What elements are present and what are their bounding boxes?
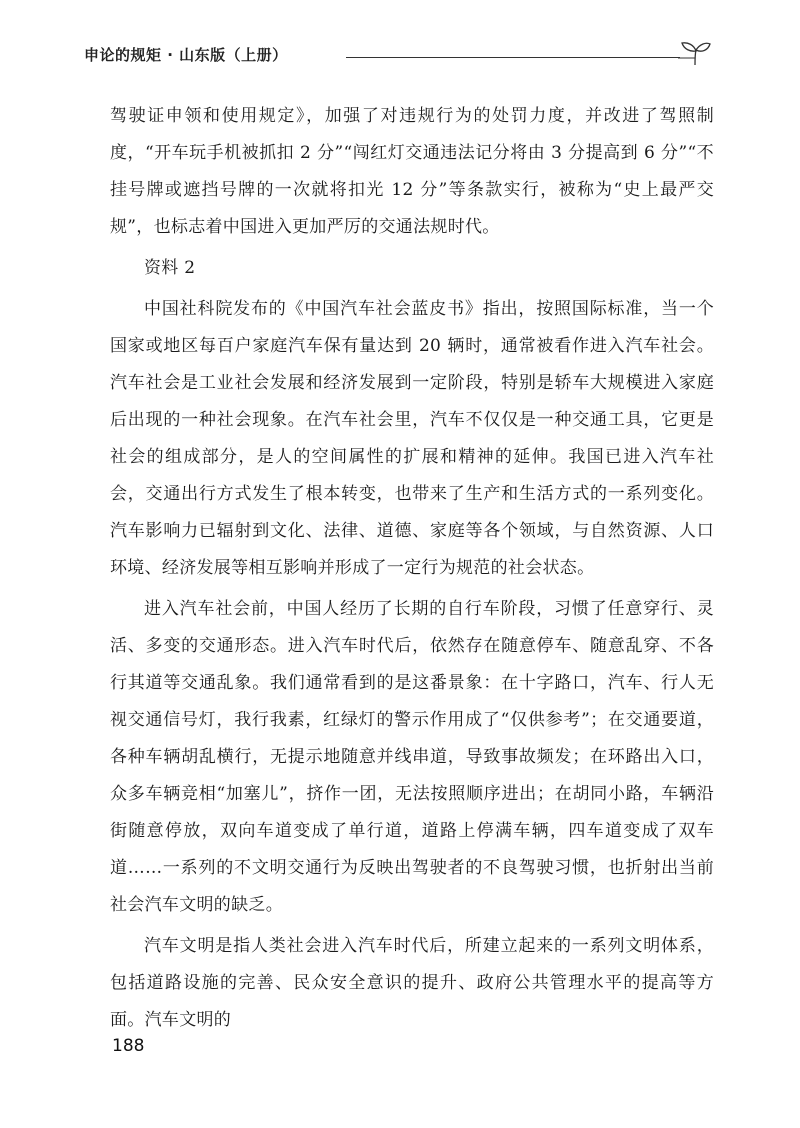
header-rule — [346, 57, 680, 58]
running-header — [84, 40, 716, 70]
paragraph: 汽车文明是指人类社会进入汽车时代后，所建立起来的一系列文明体系，包括道路设施的完善、民众安全意识的提升、政府公共管理水平的提高等方面。汽车文明的 — [110, 936, 714, 1030]
header-title: 申论的规矩 · 山东版（上册） — [84, 46, 288, 64]
sprout-icon — [678, 40, 712, 66]
paragraph-continued: 驾驶证申领和使用规定》，加强了对违规行为的处罚力度，并改进了驾照制度，“开车玩手机被抓扣 2 分”“闯红灯交通违法记分将由 3 分提高到 6 分”“不挂号牌或遮挡号牌的一次就将扣光 12 分”等条款实行，被称为“史上最严交规”，也标志着中国进入更加严厉的交通法规时代。 — [110, 106, 714, 237]
body-text — [110, 98, 714, 1039]
section-heading: 资料 2 — [144, 258, 196, 278]
page-number: 188 — [112, 1036, 145, 1056]
paragraph: 中国社科院发布的《中国汽车社会蓝皮书》指出，按照国际标准，当一个国家或地区每百户家庭汽车保有量达到 20 辆时，通常被看作进入汽车社会。汽车社会是工业社会发展和经济发展到一定阶段，特别是轿车大规模进入家庭后出现的一种社会现象。在汽车社会里，汽车不仅仅是一种交通工具，它更是社会的组成部分，是人的空间属性的扩展和精神的延伸。我国已进入汽车社会，交通出行方式发生了根本转变，也带来了生产和生活方式的一系列变化。汽车影响力已辐射到文化、法律、道德、家庭等各个领域，与自然资源、人口环境、经济发展等相互影响并形成了一定行为规范的社会状态。 — [110, 299, 714, 578]
paragraph: 进入汽车社会前，中国人经历了长期的自行车阶段，习惯了任意穿行、灵活、多变的交通形态。进入汽车时代后，依然存在随意停车、随意乱穿、不各行其道等交通乱象。我们通常看到的是这番景象：在十字路口，汽车、行人无视交通信号灯，我行我素，红绿灯的警示作用成了“仅供参考”；在交通要道，各种车辆胡乱横行，无提示地随意并线串道，导致事故频发；在环路出入口，众多车辆竞相“加塞儿”，挤作一团，无法按照顺序进出；在胡同小路，车辆沿街随意停放，双向车道变成了单行道，道路上停满车辆，四车道变成了双车道……一系列的不文明交通行为反映出驾驶者的不良驾驶习惯，也折射出当前社会汽车文明的缺乏。 — [110, 599, 714, 915]
